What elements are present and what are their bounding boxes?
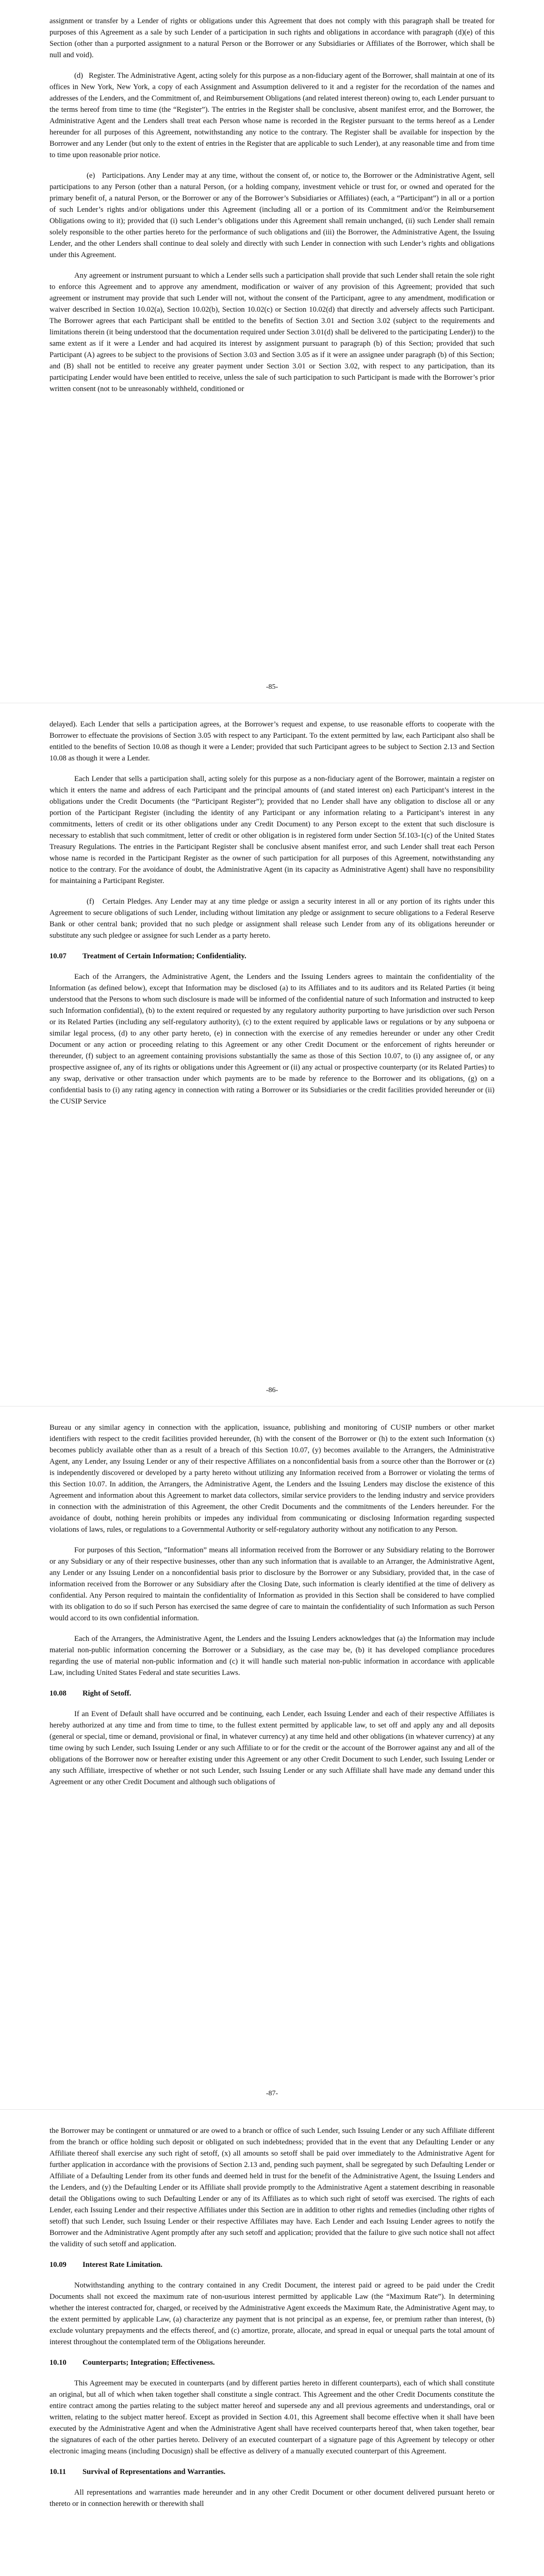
paragraph: Bureau or any similar agency in connection with the application, issuance, publishing and monitoring of CUSIP numbers or other market identifiers with respect to the credit facilities provided hereunder, (h) with the consent of the Borrower or (h) to the extent such Information (x) becomes publicly available other than as a result of a breach of this Section 10.07, (y) becomes available to the Arrangers, the Administrative Agent, any Lender, any Issuing Lender or any of their respective Affiliates on a nonconfidential basis from a source other than the Borrower or (z) is independently discovered or developed by a party hereto without utilizing any Information received from a Borrower or violating the terms of this Section 10.07. In addition, the Arrangers, the Administrative Agent, the Lenders and the Issuing Lenders may disclose the existence of this Agreement and information about this Agreement to market data collectors, similar service providers to the lending industry and service providers in connection with the administration of this Agreement, the other Credit Documents and the commitments of the Lenders hereunder. For the avoidance of doubt, nothing herein prohibits or impedes any individual from communicating or disclosing Information regarding suspected violations of laws, rules, or regulations to a Governmental Authority or self-regulatory authority without any notification to any Person. [50,1423,494,1534]
paragraph: Each of the Arrangers, the Administrative Agent, the Lenders and the Issuing Lenders acknowledges that (a) the Information may include material non-public information concerning the Borrower or a Subsidiary, as the case may be, (b) it has developed compliance procedures regarding the use of material non-public information and (c) it will handle such material non-public information in accordance with applicable Law, including United States Federal and state securities Laws. [50,1635,494,1677]
document-page-86 [0,703,544,1406]
page-body [50,1422,494,1797]
paragraph: All representations and warranties made hereunder and in any other Credit Document or other document delivered pursuant hereto or thereto or in connection herewith or therewith shall [50,2488,494,2508]
paragraph: Each of the Arrangers, the Administrative Agent, the Lenders and the Issuing Lenders agrees to maintain the confidentiality of the Information (as defined below), except that Information may be disclosed (a) to its Affiliates and to its auditors and its Related Parties (it being understood that the Persons to whom such disclosure is made will be informed of the confidential nature of such Information and instructed to keep such Information confidential), (b) to the extent required or requested by any regulatory authority purporting to have jurisdiction over such Person or its Related Parties (including any self-regulatory authority), (c) to the extent required by applicable laws or regulations or by any subpoena or similar legal process, (d) to any other party hereto, (e) in connection with the exercise of any remedies hereunder or under any other Credit Document or any action or proceeding relating to this Agreement or any other Credit Document or the enforcement of rights hereunder or thereunder, (f) subject to an agreement containing provisions substantially the same as those of this Section 10.07, to (i) any assignee of, or any prospective assignee of, any of its rights or obligations under this Agreement or (ii) any actual or prospective counterparty (or its Related Parties) to any swap, derivative or other transaction under which payments are to be made by reference to the Borrower and its obligations, (g) on a confidential basis to (i) any rating agency in connection with rating a Borrower or its Subsidiaries or the credit facilities provided hereunder or (ii) the CUSIP Service [50,973,494,1106]
document-page-85 [0,0,544,703]
section-heading [50,2259,494,2270]
paragraph: For purposes of this Section, “Information” means all information received from the Borrower or any Subsidiary relating to the Borrower or any Subsidiary or any of their respective businesses, other than any such information that is available to an Arranger, the Administrative Agent, any Lender or any Issuing Lender on a nonconfidential basis prior to disclosure by the Borrower or any Subsidiary, provided that, in the case of information received from the Borrower or any Subsidiary after the Closing Date, such information is clearly identified at the time of delivery as confidential. Any Person required to maintain the confidentiality of Information as provided in this Section shall be considered to have complied with its obligation to do so if such Person has exercised the same degree of care to maintain the confidentiality of such Information as such Person would accord to its own confidential information. [50,1546,494,1622]
section-heading [50,1688,494,1699]
section-heading [50,2466,494,2478]
section-title: Survival of Representations and Warranties. [83,2468,226,2476]
paragraph: the Borrower may be contingent or unmatured or are owed to a branch or office of such Lender, such Issuing Lender or any such Affiliate different from the branch or office holding such deposit or obligated on such indebtedness; provided that in the event that any Defaulting Lender or any Affiliate thereof shall exercise any such right of setoff, (x) all amounts so setoff shall be paid over immediately to the Administrative Agent for further application in accordance with the provisions of Section 2.13 and, pending such payment, shall be segregated by such Defaulting Lender or Affiliate of a Defaulting Lender from its other funds and deemed held in trust for the benefit of the Administrative Agent, the Issuing Lenders and the Lenders, and (y) the Defaulting Lender or its Affiliate shall provide promptly to the Administrative Agent a statement describing in reasonable detail the Obligations owing to such Defaulting Lender or any of its Affiliates as to which such right of setoff was exercised. The rights of each Lender, each Issuing Lender and their respective Affiliates under this Section are in addition to other rights and remedies (including other rights of setoff) that such Lender, such Issuing Lender or their respective Affiliates may have. Each Lender and each Issuing Lender agrees to notify the Borrower and the Administrative Agent promptly after any such setoff and application; provided that the failure to give such notice shall not affect the validity of such setoff and application. [50,2127,494,2248]
paragraph: delayed). Each Lender that sells a participation agrees, at the Borrower’s request and expense, to use reasonable efforts to cooperate with the Borrower to effectuate the provisions of Section 3.05 with respect to any Participant. To the extent permitted by law, each Participant also shall be entitled to the benefits of Section 10.08 as though it were a Lender; provided that such Participant agrees to be subject to Section 2.13 and Section 10.08 as though it were a Lender. [50,720,494,762]
paragraph: assignment or transfer by a Lender of rights or obligations under this Agreement that does not comply with this paragraph shall be treated for purposes of this Agreement as a sale by such Lender of a participation in such rights and obligations in accordance with paragraph (d)(e) of this Section (other than a purported assignment to a natural Person or the Borrower or any Subsidiaries or Affiliates of the Borrower, which shall be null and void). [50,17,494,59]
section-number: 10.11 [50,2468,67,2476]
paragraph: (e) Participations. Any Lender may at any time, without the consent of, or notice to, the Borrower or the Administrative Agent, sell participations to any Person (other than a natural Person, (or a holding company, investment vehicle or trust for, or owned and operated for the primary benefit of, a natural Person, or the Borrower or any of the Borrower’s Subsidiaries or Affiliates) (each, a “Participant”) in all or a portion of such Lender’s rights and/or obligations under this Agreement (including all or a portion of its Commitment and/or the Reimbursement Obligations owing to it); provided that (i) such Lender’s obligations under this Agreement shall remain unchanged, (ii) such Lender shall remain solely responsible to the other parties hereto for the performance of such obligations and (iii) the Borrower, the Administrative Agent, the Issuing Lender, and the other Lenders shall continue to deal solely and directly with such Lender in connection with such Lender’s rights and obligations under this Agreement. [50,172,494,259]
section-title: Counterparts; Integration; Effectiveness. [83,2359,215,2367]
paragraph: This Agreement may be executed in counterparts (and by different parties hereto in different counterparts), each of which shall constitute an original, but all of which when taken together shall constitute a single contract. This Agreement and the other Credit Documents constitute the entire contract among the parties relating to the subject matter hereof and supersede any and all previous agreements and understandings, oral or written, relating to the subject matter hereof. Except as provided in Section 4.01, this Agreement shall become effective when it shall have been executed by the Administrative Agent and when the Administrative Agent shall have received counterparts hereof that, when taken together, bear the signatures of each of the other parties hereto. Delivery of an executed counterpart of a signature page of this Agreement by telecopy or other electronic imaging means (including Docusign) shall be effective as delivery of a manually executed counterpart of this Agreement. [50,2379,494,2455]
section-title: Right of Setoff. [83,1689,131,1698]
page-number: -87- [266,2090,278,2097]
page-number: -86- [266,1386,278,1394]
section-number: 10.07 [50,952,67,960]
paragraph: (f) Certain Pledges. Any Lender may at any time pledge or assign a security interest in all or any portion of its rights under this Agreement to secure obligations of such Lender, including without limitation any pledge or assignment to secure obligations to a Federal Reserve Bank or other central bank; provided that no such pledge or assignment shall release such Lender from any of its obligations hereunder or substitute any such pledgee or assignee for such Lender as a party hereto. [50,897,494,940]
page-number: -85- [266,683,278,691]
page-body [50,719,494,1116]
page-body [50,15,494,404]
paragraph: Each Lender that sells a participation shall, acting solely for this purpose as a non-fiduciary agent of the Borrower, maintain a register on which it enters the name and address of each Participant and the principal amounts of (and stated interest on) each Participant’s interest in the obligations under the Credit Documents (the “Participant Register”); provided that no Lender shall have any obligation to disclose all or any portion of the Participant Register (including the identity of any Participant or any information relating to a Participant’s interest in any commitments, letters of credit or its other obligations under any Credit Document) to any Person except to the extent that such disclosure is necessary to establish that such commitment, letter of credit or other obligation is in registered form under Section 5f.103-1(c) of the United States Treasury Regulations. The entries in the Participant Register shall be conclusive absent manifest error, and such Lender shall treat each Person whose name is recorded in the Participant Register as the owner of such participation for all purposes of this Agreement, notwithstanding any notice to the contrary. For the avoidance of doubt, the Administrative Agent (in its capacity as Administrative Agent) shall have no responsibility for maintaining a Participant Register. [50,775,494,885]
paragraph: If an Event of Default shall have occurred and be continuing, each Lender, each Issuing Lender and each of their respective Affiliates is hereby authorized at any time and from time to time, to the fullest extent permitted by applicable law, to set off and apply any and all deposits (general or special, time or demand, provisional or final, in whatever currency) at any time held and other obligations (in whatever currency) at any time owing by such Lender, such Issuing Lender or any such Affiliate to or for the credit or the account of the Borrower against any and all of the obligations of the Borrower now or hereafter existing under this Agreement or any other Credit Document to such Lender, such Issuing Lender or any such Affiliate, irrespective of whether or not such Lender, such Issuing Lender or any such Affiliate shall have made any demand under this Agreement or any other Credit Document and although such obligations of [50,1710,494,1786]
paragraph: Notwithstanding anything to the contrary contained in any Credit Document, the interest paid or agreed to be paid under the Credit Documents shall not exceed the maximum rate of non-usurious interest permitted by applicable Law (the “Maximum Rate”). In determining whether the interest contracted for, charged, or received by the Administrative Agent exceeds the Maximum Rate, the Administrative Agent may, to the extent permitted by applicable Law, (a) characterize any payment that is not principal as an expense, fee, or premium rather than interest, (b) exclude voluntary prepayments and the effects thereof, and (c) amortize, prorate, allocate, and spread in equal or unequal parts the total amount of interest throughout the contemplated term of the Obligations hereunder. [50,2281,494,2346]
paragraph: Any agreement or instrument pursuant to which a Lender sells such a participation shall provide that such Lender shall retain the sole right to enforce this Agreement and to approve any amendment, modification or waiver of any provision of this Agreement; provided that such agreement or instrument may provide that such Lender will not, without the consent of the Participant, agree to any amendment, modification or waiver described in Section 10.02(a), Section 10.02(b), Section 10.02(c) or Section 10.02(d) that directly and adversely affects such Participant. The Borrower agrees that each Participant shall be entitled to the benefits of Section 3.01 and Section 3.02 (subject to the requirements and limitations therein (it being understood that the documentation required under Section 3.01(d) shall be delivered to the participating Lender)) to the same extent as if it were a Lender and had acquired its interest by assignment pursuant to paragraph (b) of this Section; provided that such Participant (A) agrees to be subject to the provisions of Section 3.03 and Section 3.05 as if it were an assignee under paragraph (b) of this Section; and (B) shall not be entitled to receive any greater payment under Section 3.01 or Section 3.02, with respect to any participation, than its participating Lender would have been entitled to receive, unless the sale of such participation to such Participant is made with the Borrower’s prior written consent (not to be unreasonably withheld, conditioned or [50,272,494,393]
section-number: 10.09 [50,2261,67,2269]
paragraph: (d) Register. The Administrative Agent, acting solely for this purpose as a non-fiduciary agent of the Borrower, shall maintain at one of its offices in New York, New York, a copy of each Assignment and Assumption delivered to it and a register for the recordation of the names and addresses of the Lenders, and the Commitment of, and Reimbursement Obligations (and related interest thereon) owing to, each Lender pursuant to the terms hereof from time to time (the “Register”). The entries in the Register shall be conclusive, absent manifest error, and the Borrower, the Administrative Agent and the Lenders shall treat each Person whose name is recorded in the Register pursuant to the terms hereof as a Lender hereunder for all purposes of this Agreement, notwithstanding any notice to the contrary. The Register shall be available for inspection by the Borrower and any Lender (but only to the extent of entries in the Register that are applicable to such Lender), at any reasonable time and from time to time upon reasonable prior notice. [50,72,494,159]
section-heading [50,951,494,962]
section-title: Interest Rate Limitation. [83,2261,162,2269]
section-number: 10.08 [50,1689,67,1698]
section-heading [50,2357,494,2368]
page-body [50,2125,494,2519]
section-title: Treatment of Certain Information; Confidentiality. [83,952,246,960]
section-number: 10.10 [50,2359,67,2367]
document-page-88 [0,2110,544,2576]
document-page-87 [0,1406,544,2110]
